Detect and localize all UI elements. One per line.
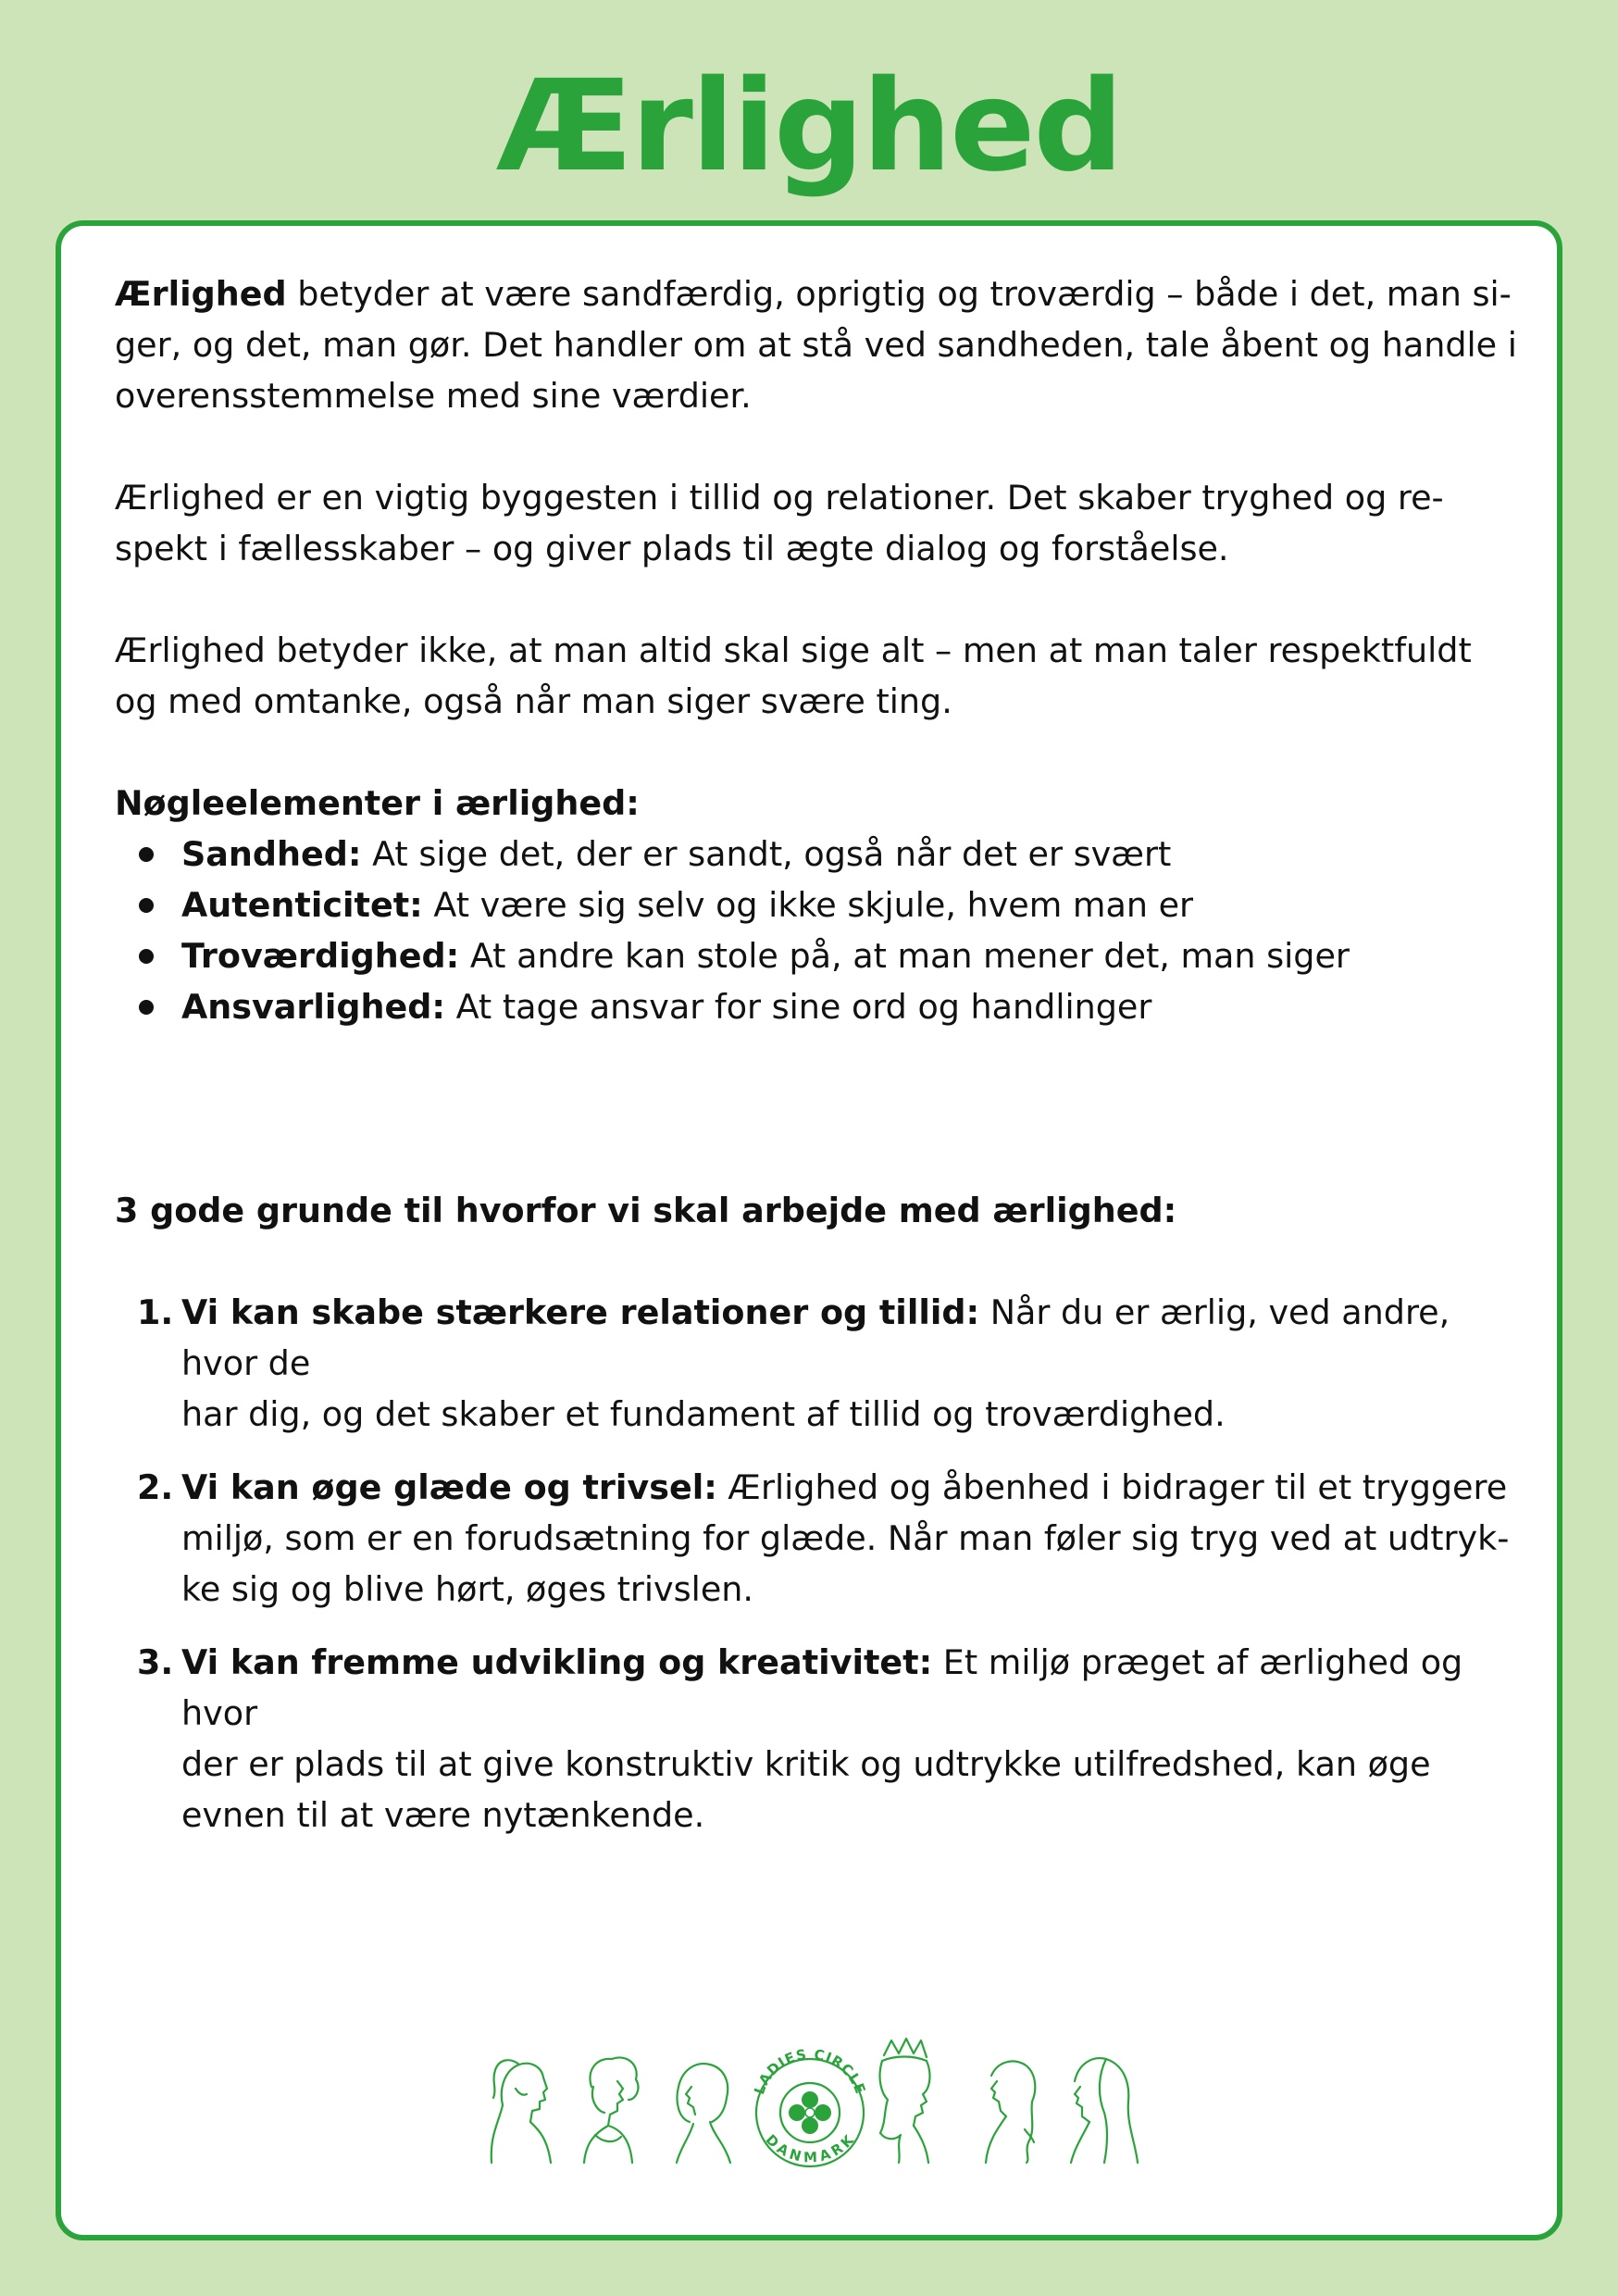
bullet-icon: [139, 898, 154, 913]
ladies-circle-logo-illustration: [482, 2033, 1149, 2172]
woman-crown-figure-icon: [880, 2039, 930, 2163]
item-text: At være sig selv og ikke skjule, hvem man er: [422, 885, 1194, 925]
item-number: 1.: [137, 1292, 174, 1332]
paragraph-2: [115, 472, 1531, 574]
item-number: 3.: [137, 1642, 174, 1682]
item-line-3: ke sig og blive hørt, øges trivslen.: [181, 1569, 754, 1609]
woman-figure-icon: [1071, 2058, 1138, 2163]
content-body: [115, 268, 1531, 1863]
item-line-1: Et miljø præget af ærlighed og hvor: [181, 1642, 1463, 1733]
woman-figure-icon: [986, 2061, 1035, 2163]
intro-line-1: betyder at være sandfærdig, oprigtig og troværdig – både i det, man si-: [286, 274, 1512, 314]
list-item: [115, 880, 1531, 930]
item-line-2: der er plads til at give konstruktiv kritik og udtrykke utilfredshed, kan øge: [181, 1744, 1431, 1784]
page-title: Ærlighed: [496, 54, 1122, 200]
item-number: 2.: [137, 1467, 174, 1507]
badge-top-text: LADIES CIRCLE: [751, 2045, 869, 2097]
item-line-2: miljø, som er en forudsætning for glæde. Når man føler sig tryg ved at udtryk-: [181, 1518, 1510, 1558]
item-term: Vi kan skabe stærkere relationer og tillid:: [181, 1292, 980, 1332]
intro-bold-term: Ærlighed: [115, 274, 287, 314]
intro-line-3: overensstemmelse med sine værdier.: [115, 376, 752, 416]
item-line-1: Ærlighed og åbenhed i bidrager til et tryggere: [716, 1467, 1508, 1507]
intro-paragraph: [115, 268, 1531, 421]
item-text: At andre kan stole på, at man mener det, man siger: [459, 936, 1350, 976]
list-item: [115, 1287, 1531, 1440]
item-line-1: Når du er ærlig, ved andre, hvor de: [181, 1292, 1450, 1383]
item-term: Autenticitet:: [181, 885, 423, 925]
list-item: [115, 829, 1531, 880]
item-text: At tage ansvar for sine ord og handlinger: [445, 987, 1152, 1027]
woman-figure-icon: [584, 2057, 638, 2163]
paragraph-3: [115, 625, 1531, 727]
list-item: [115, 1462, 1531, 1615]
list-item: [115, 1637, 1531, 1841]
svg-text:LADIES CIRCLE: [751, 2046, 869, 2097]
woman-figure-icon: [492, 2060, 551, 2163]
key-elements-heading: Nøgleelementer i ærlighed:: [115, 783, 640, 823]
item-term: Vi kan fremme udvikling og kreativitet:: [181, 1642, 933, 1682]
para2-line-2: spekt i fællesskaber – og giver plads til ægte dialog og forståelse.: [115, 529, 1229, 568]
bullet-icon: [139, 949, 154, 964]
item-line-2: har dig, og det skaber et fundament af tillid og troværdighed.: [181, 1394, 1226, 1434]
para3-line-1: Ærlighed betyder ikke, at man altid skal sige alt – men at man taler respektfuldt: [115, 630, 1472, 670]
bullet-icon: [139, 847, 154, 862]
list-item: [115, 981, 1531, 1032]
reasons-heading: 3 gode grunde til hvorfor vi skal arbejde med ærlighed:: [115, 1191, 1177, 1230]
reasons-list: [115, 1287, 1531, 1841]
badge-bottom-text: DANMARK: [762, 2131, 858, 2166]
bullet-icon: [139, 1000, 154, 1015]
item-line-3: evnen til at være nytænkende.: [181, 1795, 705, 1835]
intro-line-2: ger, og det, man gør. Det handler om at stå ved sandheden, tale åbent og handle i: [115, 325, 1517, 365]
item-text: At sige det, der er sandt, også når det er svært: [361, 834, 1172, 874]
list-item: [115, 930, 1531, 981]
key-elements-list: [115, 829, 1531, 1032]
item-term: Ansvarlighed:: [181, 987, 445, 1027]
para2-line-1: Ærlighed er en vigtig byggesten i tillid og relationer. Det skaber tryghed og re-: [115, 478, 1444, 518]
svg-text:DANMARK: [763, 2131, 858, 2166]
woman-figure-icon: [677, 2064, 730, 2163]
para3-line-2: og med omtanke, også når man siger svære ting.: [115, 681, 952, 721]
ladies-circle-badge: [751, 2046, 869, 2166]
item-term: Vi kan øge glæde og trivsel:: [181, 1467, 717, 1507]
item-term: Troværdighed:: [181, 936, 460, 976]
item-term: Sandhed:: [181, 834, 362, 874]
content-card: [56, 220, 1562, 2240]
